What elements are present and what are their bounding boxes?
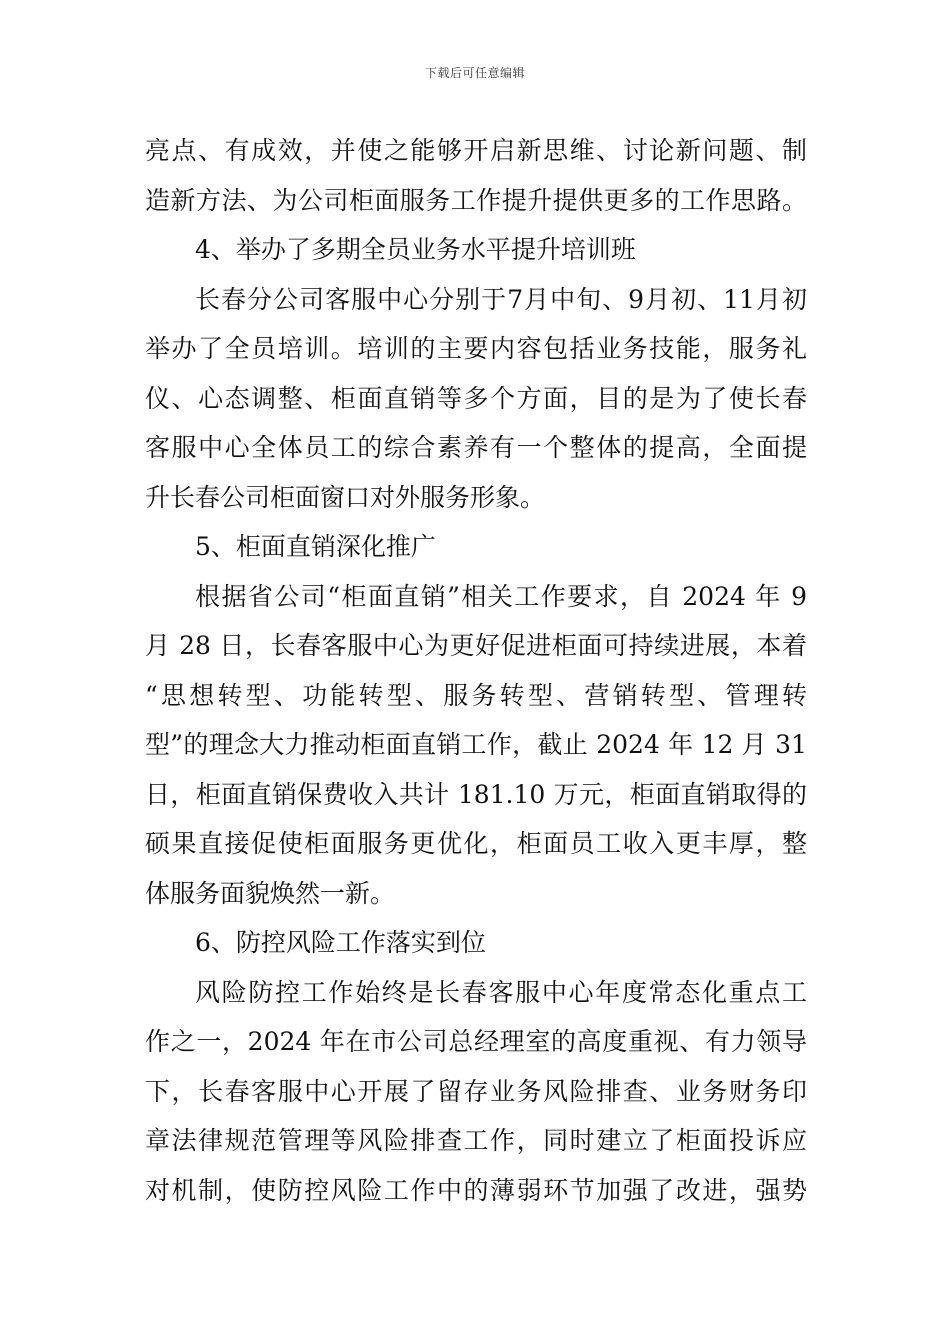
header-note: 下载后可任意编辑 bbox=[424, 66, 525, 80]
text-line: 风险防控工作始终是长春客服中心年度常态化重点工 bbox=[195, 977, 807, 1007]
text-line: 章法律规范管理等风险排查工作，同时建立了柜面投诉应 bbox=[145, 1126, 807, 1155]
body-text bbox=[145, 126, 807, 1215]
text-line: 作之一，2024 年在市公司总经理室的高度重视、有力领导 bbox=[145, 1027, 807, 1056]
text-line: 体服务面貌焕然一新。 bbox=[145, 878, 396, 908]
text-line: 仪、心态调整、柜面直销等多个方面，目的是为了使长春 bbox=[145, 383, 807, 413]
text-line: 5、柜面直销深化推广 bbox=[195, 532, 436, 561]
text-line: 长春分公司客服中心分别于7月中旬、9月初、11月初 bbox=[195, 284, 807, 314]
text-line: 造新方法、为公司柜面服务工作提升提供更多的工作思路。 bbox=[145, 185, 807, 215]
text-line: 亮点、有成效，并使之能够开启新思维、讨论新问题、制 bbox=[145, 136, 807, 165]
text-line: 4、举办了多期全员业务水平提升培训班 bbox=[195, 235, 636, 264]
text-line: 升长春公司柜面窗口对外服务形象。 bbox=[145, 482, 546, 512]
text-line: 6、防控风险工作落实到位 bbox=[195, 928, 486, 957]
text-line: 型”的理念大力推动柜面直销工作，截止 2024 年 12 月 31 bbox=[145, 730, 807, 759]
text-line: 日，柜面直销保费收入共计 181.10 万元，柜面直销取得的 bbox=[145, 779, 807, 809]
text-line: 举办了全员培训。培训的主要内容包括业务技能，服务礼 bbox=[145, 334, 807, 363]
text-line: 客服中心全体员工的综合素养有一个整体的提高，全面提 bbox=[145, 433, 807, 462]
text-line: 下，长春客服中心开展了留存业务风险排查、业务财务印 bbox=[145, 1076, 807, 1106]
text-line: “思想转型、功能转型、服务转型、营销转型、管理转 bbox=[145, 680, 807, 710]
text-line: 根据省公司“柜面直销”相关工作要求，自 2024 年 9 bbox=[195, 581, 807, 611]
text-line: 对机制，使防控风险工作中的薄弱环节加强了改进，强势 bbox=[145, 1175, 807, 1205]
text-line: 硕果直接促使柜面服务更优化，柜面员工收入更丰厚，整 bbox=[145, 829, 807, 858]
text-line: 月 28 日，长春客服中心为更好促进柜面可持续进展，本着 bbox=[145, 631, 807, 660]
